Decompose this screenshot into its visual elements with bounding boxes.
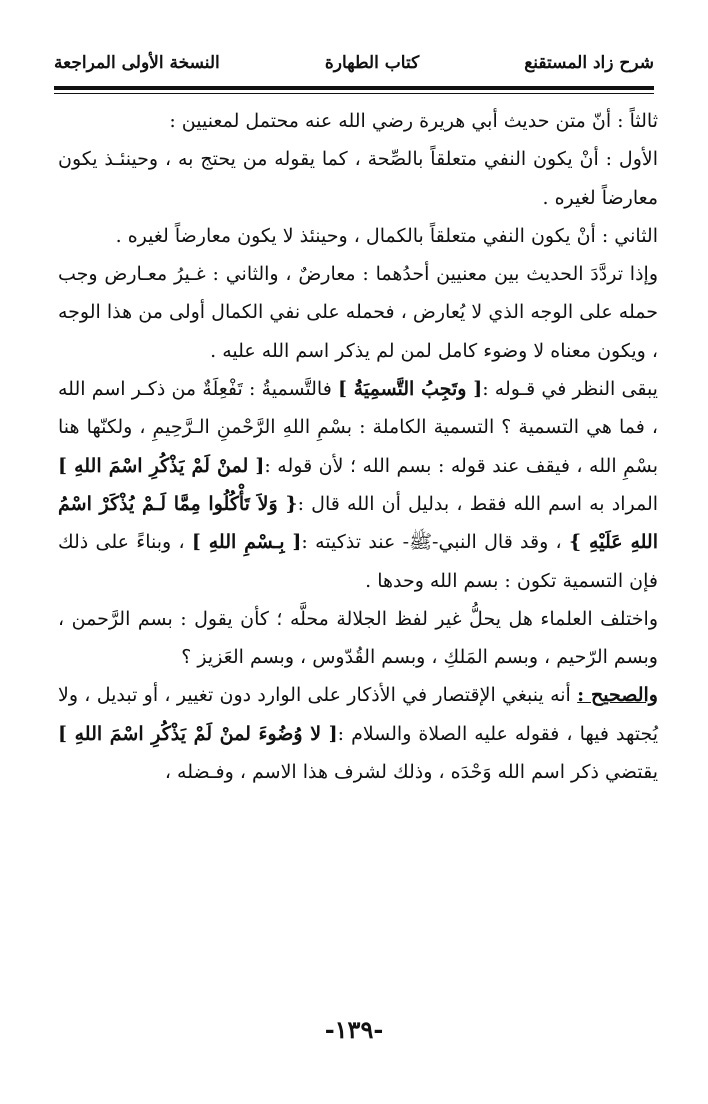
paragraph-correct-view — [58, 676, 658, 791]
text-run: يقتضي ذكر اسم الله وَحْدَه ، وذلك لشرف هذا الاسم ، وفـضله ، — [164, 761, 658, 784]
quoted-hadith: [ لمنْ لَمْ يَذْكُرِ اسْمَ اللهِ ] — [58, 454, 265, 477]
header-chapter-title: كتاب الطهارة — [324, 53, 420, 73]
quoted-hadith: [ لا وُضُوءَ لمنْ لَمْ يَذْكُرِ اسْمَ اللهِ ] — [58, 722, 338, 745]
text-run: يبقى النظر في قـوله : — [482, 378, 658, 401]
paragraph-resolution: وإذا تردَّدَ الحديث بين معنيين أحدُهما : معارضٌ ، والثاني : غـيرُ معـارض وجب حمله على الوجه الذي لا يُعارض ، فحمله على نفي الكمال أولى من هذا الوجه ، ويكون معناه لا وضوء كامل لمن لم يذكر اسم الله عليه . — [58, 263, 658, 362]
page-header — [54, 48, 654, 78]
text-run: فالتَّسميةُ : تَفْعِلَةٌ من ذكـر اسم الله ، فما هي التسمية ؟ التسمية الكاملة : بسْمِ اللهِ الرَّحْمنِ الـرَّحِيمِ ، ولكنّها هنا بسْمِ الله ، فيقف عند قوله : بسم الله ؛ لأن قوله : — [58, 378, 658, 477]
quoted-matn: [ وتَجِبُ التَّسمِيَةُ ] — [337, 378, 483, 401]
paragraph-tasmiya — [58, 370, 658, 600]
page-number: -١٣٩- — [324, 1015, 384, 1044]
paragraph-first-meaning: الأول : أنْ يكون النفي متعلقاً بالصِّحة ، كما يقوله من يحتج به ، وحينئـذ يكون معارضاً لغيره . — [58, 148, 658, 209]
text-run: ، وقد قال النبي-ﷺ- عند تذكيته : — [301, 531, 569, 554]
text-run: المراد به اسم الله فقط ، بدليل أن الله قال : — [297, 492, 659, 515]
quoted-verse: { وَلاَ تَأْكُلُوا مِمَّا لَـمْ يُذْكَرْ اسْمُ اللهِ عَلَيْهِ } — [58, 492, 658, 554]
text-run: ، وبناءً على ذلك فإن التسمية تكون : بسم الله وحدها . — [58, 531, 658, 592]
header-book-title: شرح زاد المستقنع — [524, 53, 654, 73]
paragraph-third-point: ثالثاً : أنّ متن حديث أبي هريرة رضي الله عنه محتمل لمعنيين : — [169, 110, 658, 132]
header-rule-thin — [54, 93, 654, 94]
paragraph-second-meaning: الثاني : أنْ يكون النفي متعلقاً بالكمال ، وحينئذ لا يكون معارضاً لغيره . — [115, 224, 658, 247]
quoted-hadith: [ بِـسْمِ اللهِ ] — [191, 531, 302, 554]
header-edition-label: النسخة الأولى المراجعة — [54, 53, 220, 73]
header-rule-thick — [54, 86, 654, 90]
paragraph-scholars-disagreement: واختلف العلماء هل يحلُّ غير لفظ الجلالة محلَّه ؛ كأن يقول : بسم الرَّحمن ، وبسم الرّحيم ، وبسم المَلكِ ، وبسم القُدّوس ، وبسم العَزيز ؟ — [58, 607, 658, 669]
text-run: أنه ينبغي الإقتصار في الأذكار على الوارد دون تغيير ، أو تبديل ، ولا يُجتهد فيها ، فقوله عليه الصلاة والسلام : — [58, 684, 658, 745]
correct-view-label: والصحيح : — [577, 684, 658, 707]
body-text — [58, 102, 658, 791]
